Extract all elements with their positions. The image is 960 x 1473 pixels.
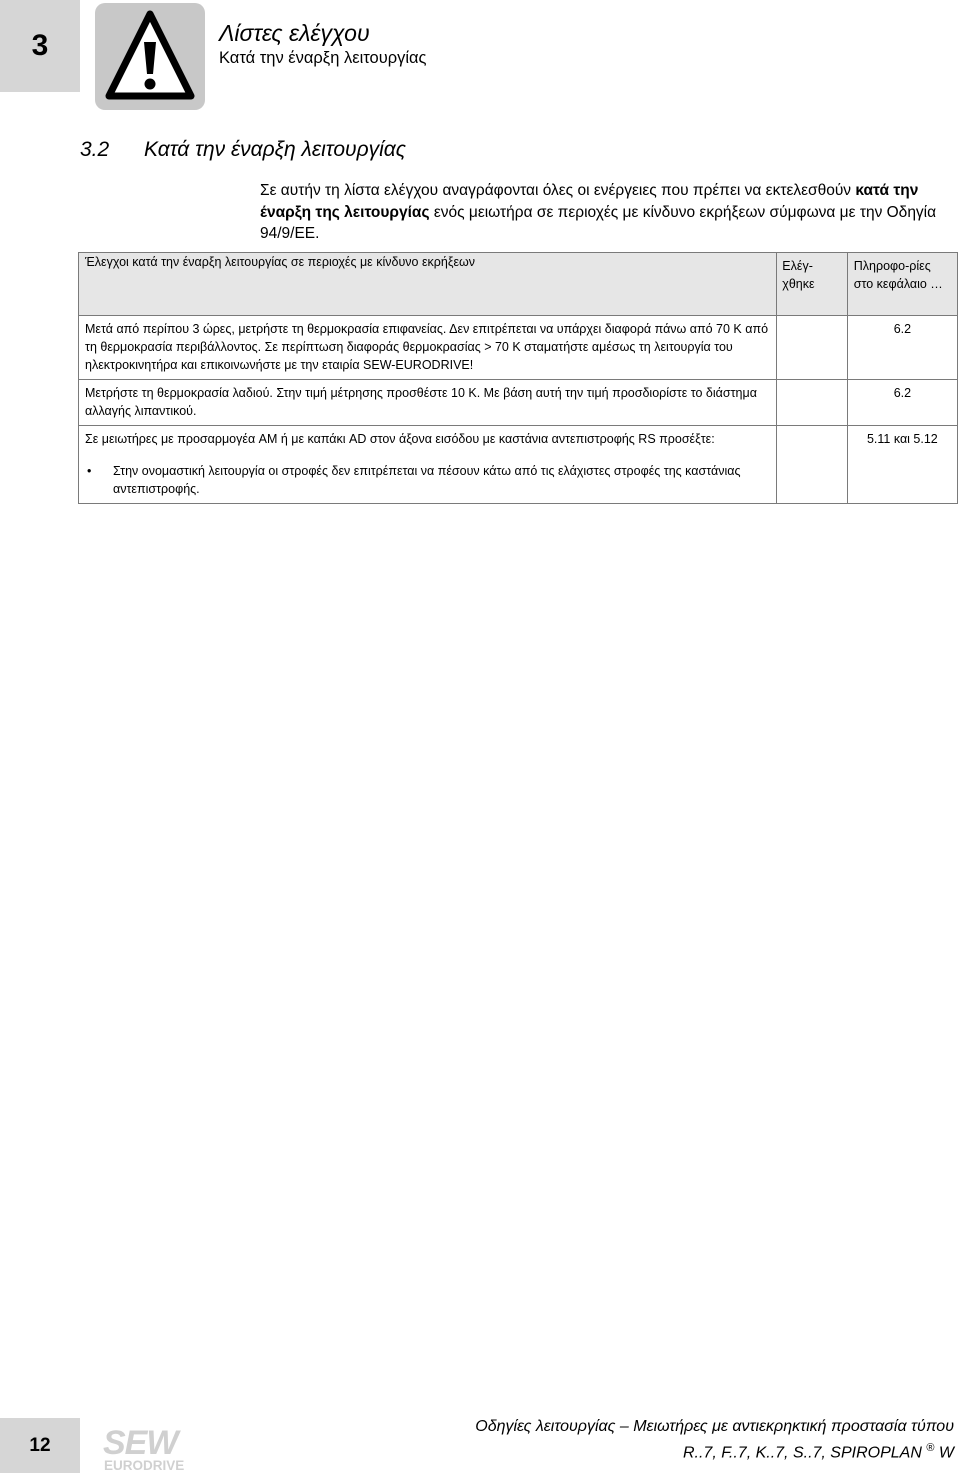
table-row (79, 380, 958, 426)
row-checkbox-cell[interactable] (777, 316, 847, 380)
page-number-tab (0, 1418, 80, 1473)
section-heading (80, 138, 406, 162)
intro-paragraph (260, 180, 960, 245)
logo-text-eurodrive: EURODRIVE (104, 1458, 185, 1472)
intro-text-2: ενός μειωτήρα σε περιοχές με κίνδυνο εκρήξεων σύμφωνα με την Οδηγία 94/9/ΕΕ. (260, 203, 937, 242)
row-content (79, 426, 777, 504)
bullet-text: Στην ονομαστική λειτουργία οι στροφές δεν επιτρέπεται να πέσουν κάτω από τις ελάχιστες στροφές της καστάνιας αντεπιστροφής. (113, 464, 741, 496)
sew-eurodrive-logo (101, 1424, 206, 1472)
header-info-chapter: Πληροφο-ρίες στο κεφάλαιο … (847, 253, 957, 316)
registered-mark: ® (926, 1442, 935, 1454)
row-text: Σε μειωτήρες με προσαρμογέα AM ή με καπάκι AD στον άξονα εισόδου με καστάνια αντεπιστροφής RS προσέξτε: (85, 432, 715, 446)
section-title: Κατά την έναρξη λειτουργίας (144, 138, 406, 161)
row-text: Μετρήστε τη θερμοκρασία λαδιού. Στην τιμή μέτρησης προσθέστε 10 K. Με βάση αυτή την τιμή προσδιορίστε το διάστημα αλλαγής λιπαντικού. (79, 380, 777, 426)
section-number: 3.2 (80, 138, 110, 161)
checklist-table (78, 252, 958, 504)
row-checkbox-cell[interactable] (777, 426, 847, 504)
warning-triangle-icon (105, 10, 195, 104)
footer-types-end: W (934, 1444, 954, 1462)
header-checks: Έλεγχοι κατά την έναρξη λειτουργίας σε περιοχές με κίνδυνο εκρήξεων (79, 253, 777, 316)
intro-bold: κατά την έναρξη της λειτουργίας (260, 182, 919, 221)
table-header-row (79, 253, 958, 316)
header-subtitle: Κατά την έναρξη λειτουργίας (219, 49, 427, 67)
chapter-number-tab (0, 0, 80, 92)
table-row (79, 426, 958, 504)
footer-types: R..7, F..7, K..7, S..7, SPIROPLAN (682, 1444, 922, 1462)
bullet-symbol: • (87, 464, 92, 478)
header-checked: Ελέγ-χθηκε (777, 253, 847, 316)
row-info: 6.2 (847, 380, 957, 426)
table-row (79, 316, 958, 380)
row-info: 5.11 και 5.12 (847, 426, 957, 504)
page-number: 12 (29, 1434, 51, 1456)
intro-text-1: Σε αυτήν τη λίστα ελέγχου αναγράφονται όλες οι ενέργειες που πρέπει να εκτελεσθούν (260, 182, 856, 199)
bullet-item (85, 462, 770, 498)
warning-box (95, 3, 205, 110)
logo-text-sew: SEW (103, 1424, 178, 1462)
row-text: Μετά από περίπου 3 ώρες, μετρήστε τη θερμοκρασία επιφανείας. Δεν επιτρέπεται να υπάρχει διαφορά πάνω από 70 K από τη θερμοκρασία περιβάλλοντος. Σε περίπτωση διαφοράς θερμοκρασίας > 70 K σταματήστε αμέσως τη λειτουργία του ηλεκτροκινητήρα και επικοινωνήστε με την εταιρία SEW-EURODRIVE! (79, 316, 777, 380)
row-info: 6.2 (847, 316, 957, 380)
chapter-number: 3 (31, 29, 49, 62)
footer-doc-types (683, 1442, 954, 1462)
header-title: Λίστες ελέγχου (219, 20, 370, 46)
footer-doc-title: Οδηγίες λειτουργίας – Μειωτήρες με αντιεκρηκτική προστασία τύπου (475, 1418, 954, 1435)
row-checkbox-cell[interactable] (777, 380, 847, 426)
